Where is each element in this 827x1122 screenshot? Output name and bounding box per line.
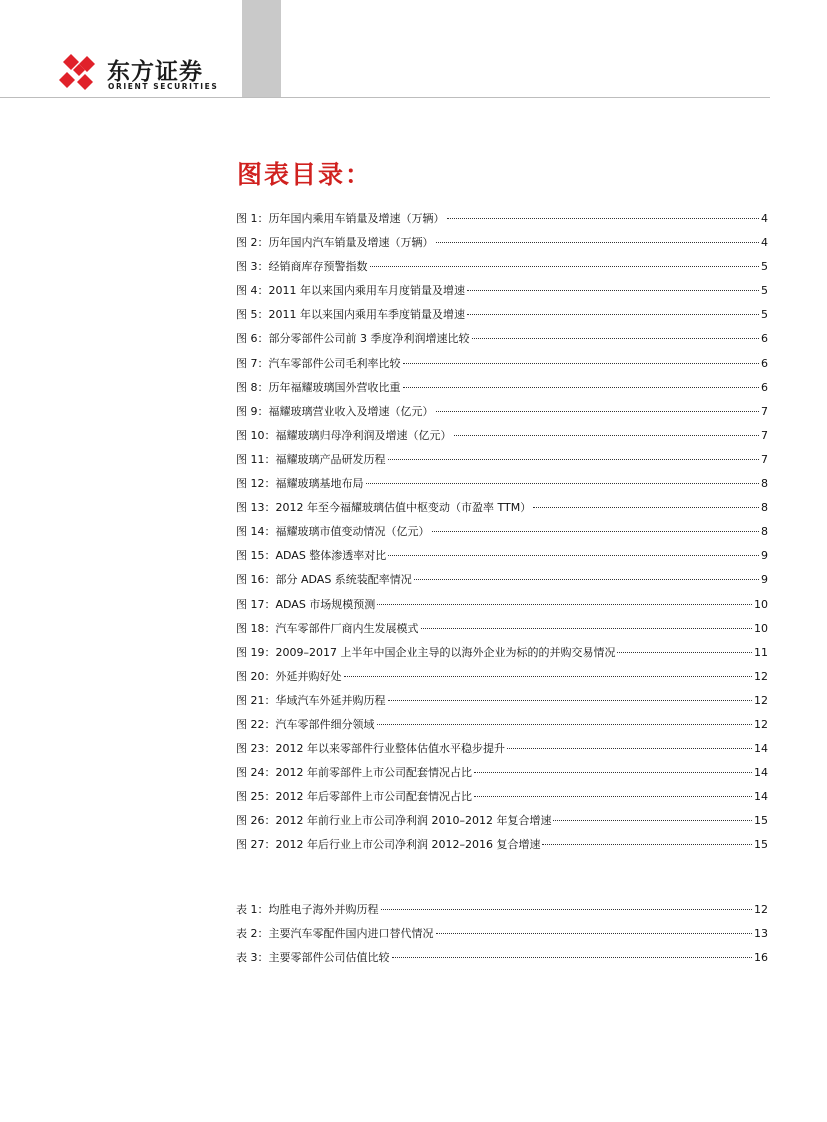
toc-leader-dots xyxy=(370,266,760,267)
toc-entry-page: 5 xyxy=(761,260,768,274)
toc-entry-page: 14 xyxy=(754,790,768,804)
toc-entry-page: 15 xyxy=(754,814,768,828)
toc-leader-dots xyxy=(436,242,760,243)
toc-entry[interactable] xyxy=(236,379,768,403)
toc-entry-label: 图 10：福耀玻璃归母净利润及增速（亿元） xyxy=(236,428,452,442)
toc-entry-page: 7 xyxy=(761,428,768,442)
toc-entry-page: 10 xyxy=(754,621,768,635)
toc-entry-label: 图 8：历年福耀玻璃国外营收比重 xyxy=(236,380,401,394)
toc-entry-label: 图 13：2012 年至今福耀玻璃估值中枢变动（市盈率 TTM） xyxy=(236,501,532,515)
toc-entry-label: 图 23：2012 年以来零部件行业整体估值水平稳步提升 xyxy=(236,742,505,756)
toc-entry-page: 14 xyxy=(754,742,768,756)
toc-leader-dots xyxy=(381,909,753,910)
toc-entry-page: 10 xyxy=(754,597,768,611)
toc-entry-page: 8 xyxy=(761,477,768,491)
toc-entry-page: 4 xyxy=(761,236,768,250)
logo-name-en: ORIENT SECURITIES xyxy=(108,82,219,91)
toc-entry-label: 图 9：福耀玻璃营业收入及增速（亿元） xyxy=(236,404,434,418)
toc-entry[interactable] xyxy=(236,427,768,451)
toc-leader-dots xyxy=(392,957,753,958)
toc-leader-dots xyxy=(474,796,752,797)
toc-entry-label: 图 7：汽车零部件公司毛利率比较 xyxy=(236,356,401,370)
toc-entry-label: 图 12：福耀玻璃基地布局 xyxy=(236,477,364,491)
toc-leader-dots xyxy=(403,363,760,364)
table-toc-list xyxy=(236,901,768,973)
toc-leader-dots xyxy=(414,579,759,580)
toc-entry[interactable] xyxy=(236,475,768,499)
toc-leader-dots xyxy=(344,676,753,677)
toc-entry[interactable] xyxy=(236,901,768,925)
toc-entry-label: 表 3：主要零部件公司估值比较 xyxy=(236,951,390,965)
toc-leader-dots xyxy=(467,314,759,315)
orient-logo-mark-icon xyxy=(57,52,103,92)
toc-entry-label: 图 20：外延并购好处 xyxy=(236,669,342,683)
toc-entry[interactable] xyxy=(236,764,768,788)
toc-entry-page: 7 xyxy=(761,404,768,418)
toc-entry[interactable] xyxy=(236,596,768,620)
toc-entry-label: 图 6：部分零部件公司前 3 季度净利润增速比较 xyxy=(236,332,470,346)
toc-leader-dots xyxy=(467,290,759,291)
toc-entry-page: 6 xyxy=(761,332,768,346)
toc-entry-page: 7 xyxy=(761,452,768,466)
toc-entry-page: 4 xyxy=(761,212,768,225)
toc-entry-page: 12 xyxy=(754,693,768,707)
toc-entry-label: 图 14：福耀玻璃市值变动情况（亿元） xyxy=(236,525,430,539)
toc-leader-dots xyxy=(617,652,752,653)
toc-entry[interactable] xyxy=(236,644,768,668)
toc-entry-label: 图 25：2012 年后零部件上市公司配套情况占比 xyxy=(236,790,472,804)
toc-entry[interactable] xyxy=(236,330,768,354)
toc-entry-page: 14 xyxy=(754,766,768,780)
toc-entry[interactable] xyxy=(236,716,768,740)
toc-entry[interactable] xyxy=(236,499,768,523)
toc-leader-dots xyxy=(454,435,760,436)
toc-entry-page: 8 xyxy=(761,501,768,515)
toc-entry-label: 图 11：福耀玻璃产品研发历程 xyxy=(236,452,386,466)
page-header xyxy=(0,0,827,100)
toc-entry-label: 图 2：历年国内汽车销量及增速（万辆） xyxy=(236,236,434,250)
toc-entry-page: 9 xyxy=(761,549,768,563)
toc-leader-dots xyxy=(377,724,753,725)
toc-entry-label: 图 26：2012 年前行业上市公司净利润 2010–2012 年复合增速 xyxy=(236,814,552,828)
toc-entry-label: 图 19：2009–2017 上半年中国企业主导的以海外企业为标的的并购交易情况 xyxy=(236,645,616,659)
toc-leader-dots xyxy=(388,555,759,556)
toc-entry-page: 12 xyxy=(754,717,768,731)
toc-leader-dots xyxy=(421,628,753,629)
orient-securities-logo xyxy=(57,52,227,92)
toc-entry[interactable] xyxy=(236,788,768,812)
toc-entry-label: 图 15：ADAS 整体渗透率对比 xyxy=(236,549,387,563)
toc-entry[interactable] xyxy=(236,692,768,716)
toc-entry[interactable] xyxy=(236,836,768,860)
toc-leader-dots xyxy=(388,459,760,460)
toc-entry[interactable] xyxy=(236,282,768,306)
toc-entry-label: 图 21：华域汽车外延并购历程 xyxy=(236,693,386,707)
toc-entry-page: 8 xyxy=(761,525,768,539)
toc-entry-page: 12 xyxy=(754,669,768,683)
logo-name-cn: 东方证券 xyxy=(107,59,203,85)
toc-entry-label: 图 16：部分 ADAS 系统装配率情况 xyxy=(236,573,412,587)
toc-leader-dots xyxy=(366,483,760,484)
toc-entry[interactable] xyxy=(236,523,768,547)
toc-entry-page: 13 xyxy=(754,927,768,941)
toc-entry-page: 5 xyxy=(761,308,768,322)
toc-leader-dots xyxy=(533,507,759,508)
toc-leader-dots xyxy=(447,218,760,219)
toc-entry-label: 表 2：主要汽车零配件国内进口替代情况 xyxy=(236,927,434,941)
toc-entry-label: 图 27：2012 年后行业上市公司净利润 2012–2016 复合增速 xyxy=(236,838,541,852)
toc-entry-label: 图 18：汽车零部件厂商内生发展模式 xyxy=(236,621,419,635)
toc-leader-dots xyxy=(436,411,760,412)
header-gray-tab xyxy=(242,0,281,97)
toc-entry[interactable] xyxy=(236,740,768,764)
toc-entry[interactable] xyxy=(236,668,768,692)
toc-entry[interactable] xyxy=(236,355,768,379)
toc-entry[interactable] xyxy=(236,949,768,973)
toc-entry[interactable] xyxy=(236,812,768,836)
toc-entry[interactable] xyxy=(236,306,768,330)
toc-entry-page: 9 xyxy=(761,573,768,587)
toc-leader-dots xyxy=(377,604,752,605)
toc-leader-dots xyxy=(507,748,752,749)
toc-entry-page: 16 xyxy=(754,951,768,965)
toc-entry-label: 图 3：经销商库存预警指数 xyxy=(236,260,368,274)
toc-entry[interactable] xyxy=(236,547,768,571)
header-divider xyxy=(0,97,770,98)
toc-entry[interactable] xyxy=(236,234,768,258)
toc-entry-label: 表 1：均胜电子海外并购历程 xyxy=(236,903,379,916)
toc-entry-page: 6 xyxy=(761,380,768,394)
toc-leader-dots xyxy=(553,820,752,821)
toc-entry-label: 图 1：历年国内乘用车销量及增速（万辆） xyxy=(236,212,445,225)
toc-entry-label: 图 24：2012 年前零部件上市公司配套情况占比 xyxy=(236,766,472,780)
toc-entry[interactable] xyxy=(236,210,768,234)
toc-entry[interactable] xyxy=(236,258,768,282)
toc-leader-dots xyxy=(388,700,753,701)
toc-leader-dots xyxy=(432,531,760,532)
toc-entry-page: 6 xyxy=(761,356,768,370)
toc-entry-page: 15 xyxy=(754,838,768,852)
toc-entry[interactable] xyxy=(236,451,768,475)
toc-leader-dots xyxy=(436,933,753,934)
toc-entry-label: 图 17：ADAS 市场规模预测 xyxy=(236,597,376,611)
toc-leader-dots xyxy=(403,387,760,388)
toc-entry[interactable] xyxy=(236,925,768,949)
toc-leader-dots xyxy=(472,338,760,339)
toc-entry-label: 图 22：汽车零部件细分领域 xyxy=(236,717,375,731)
toc-entry-label: 图 5：2011 年以来国内乘用车季度销量及增速 xyxy=(236,308,465,322)
toc-entry-label: 图 4：2011 年以来国内乘用车月度销量及增速 xyxy=(236,284,465,298)
toc-entry[interactable] xyxy=(236,620,768,644)
toc-entry-page: 11 xyxy=(754,645,768,659)
toc-entry[interactable] xyxy=(236,571,768,595)
toc-leader-dots xyxy=(474,772,752,773)
toc-entry[interactable] xyxy=(236,403,768,427)
toc-entry-page: 12 xyxy=(754,903,768,916)
toc-title: 图表目录： xyxy=(237,160,373,189)
toc-leader-dots xyxy=(542,844,752,845)
figure-toc-list xyxy=(236,210,768,861)
toc-entry-page: 5 xyxy=(761,284,768,298)
